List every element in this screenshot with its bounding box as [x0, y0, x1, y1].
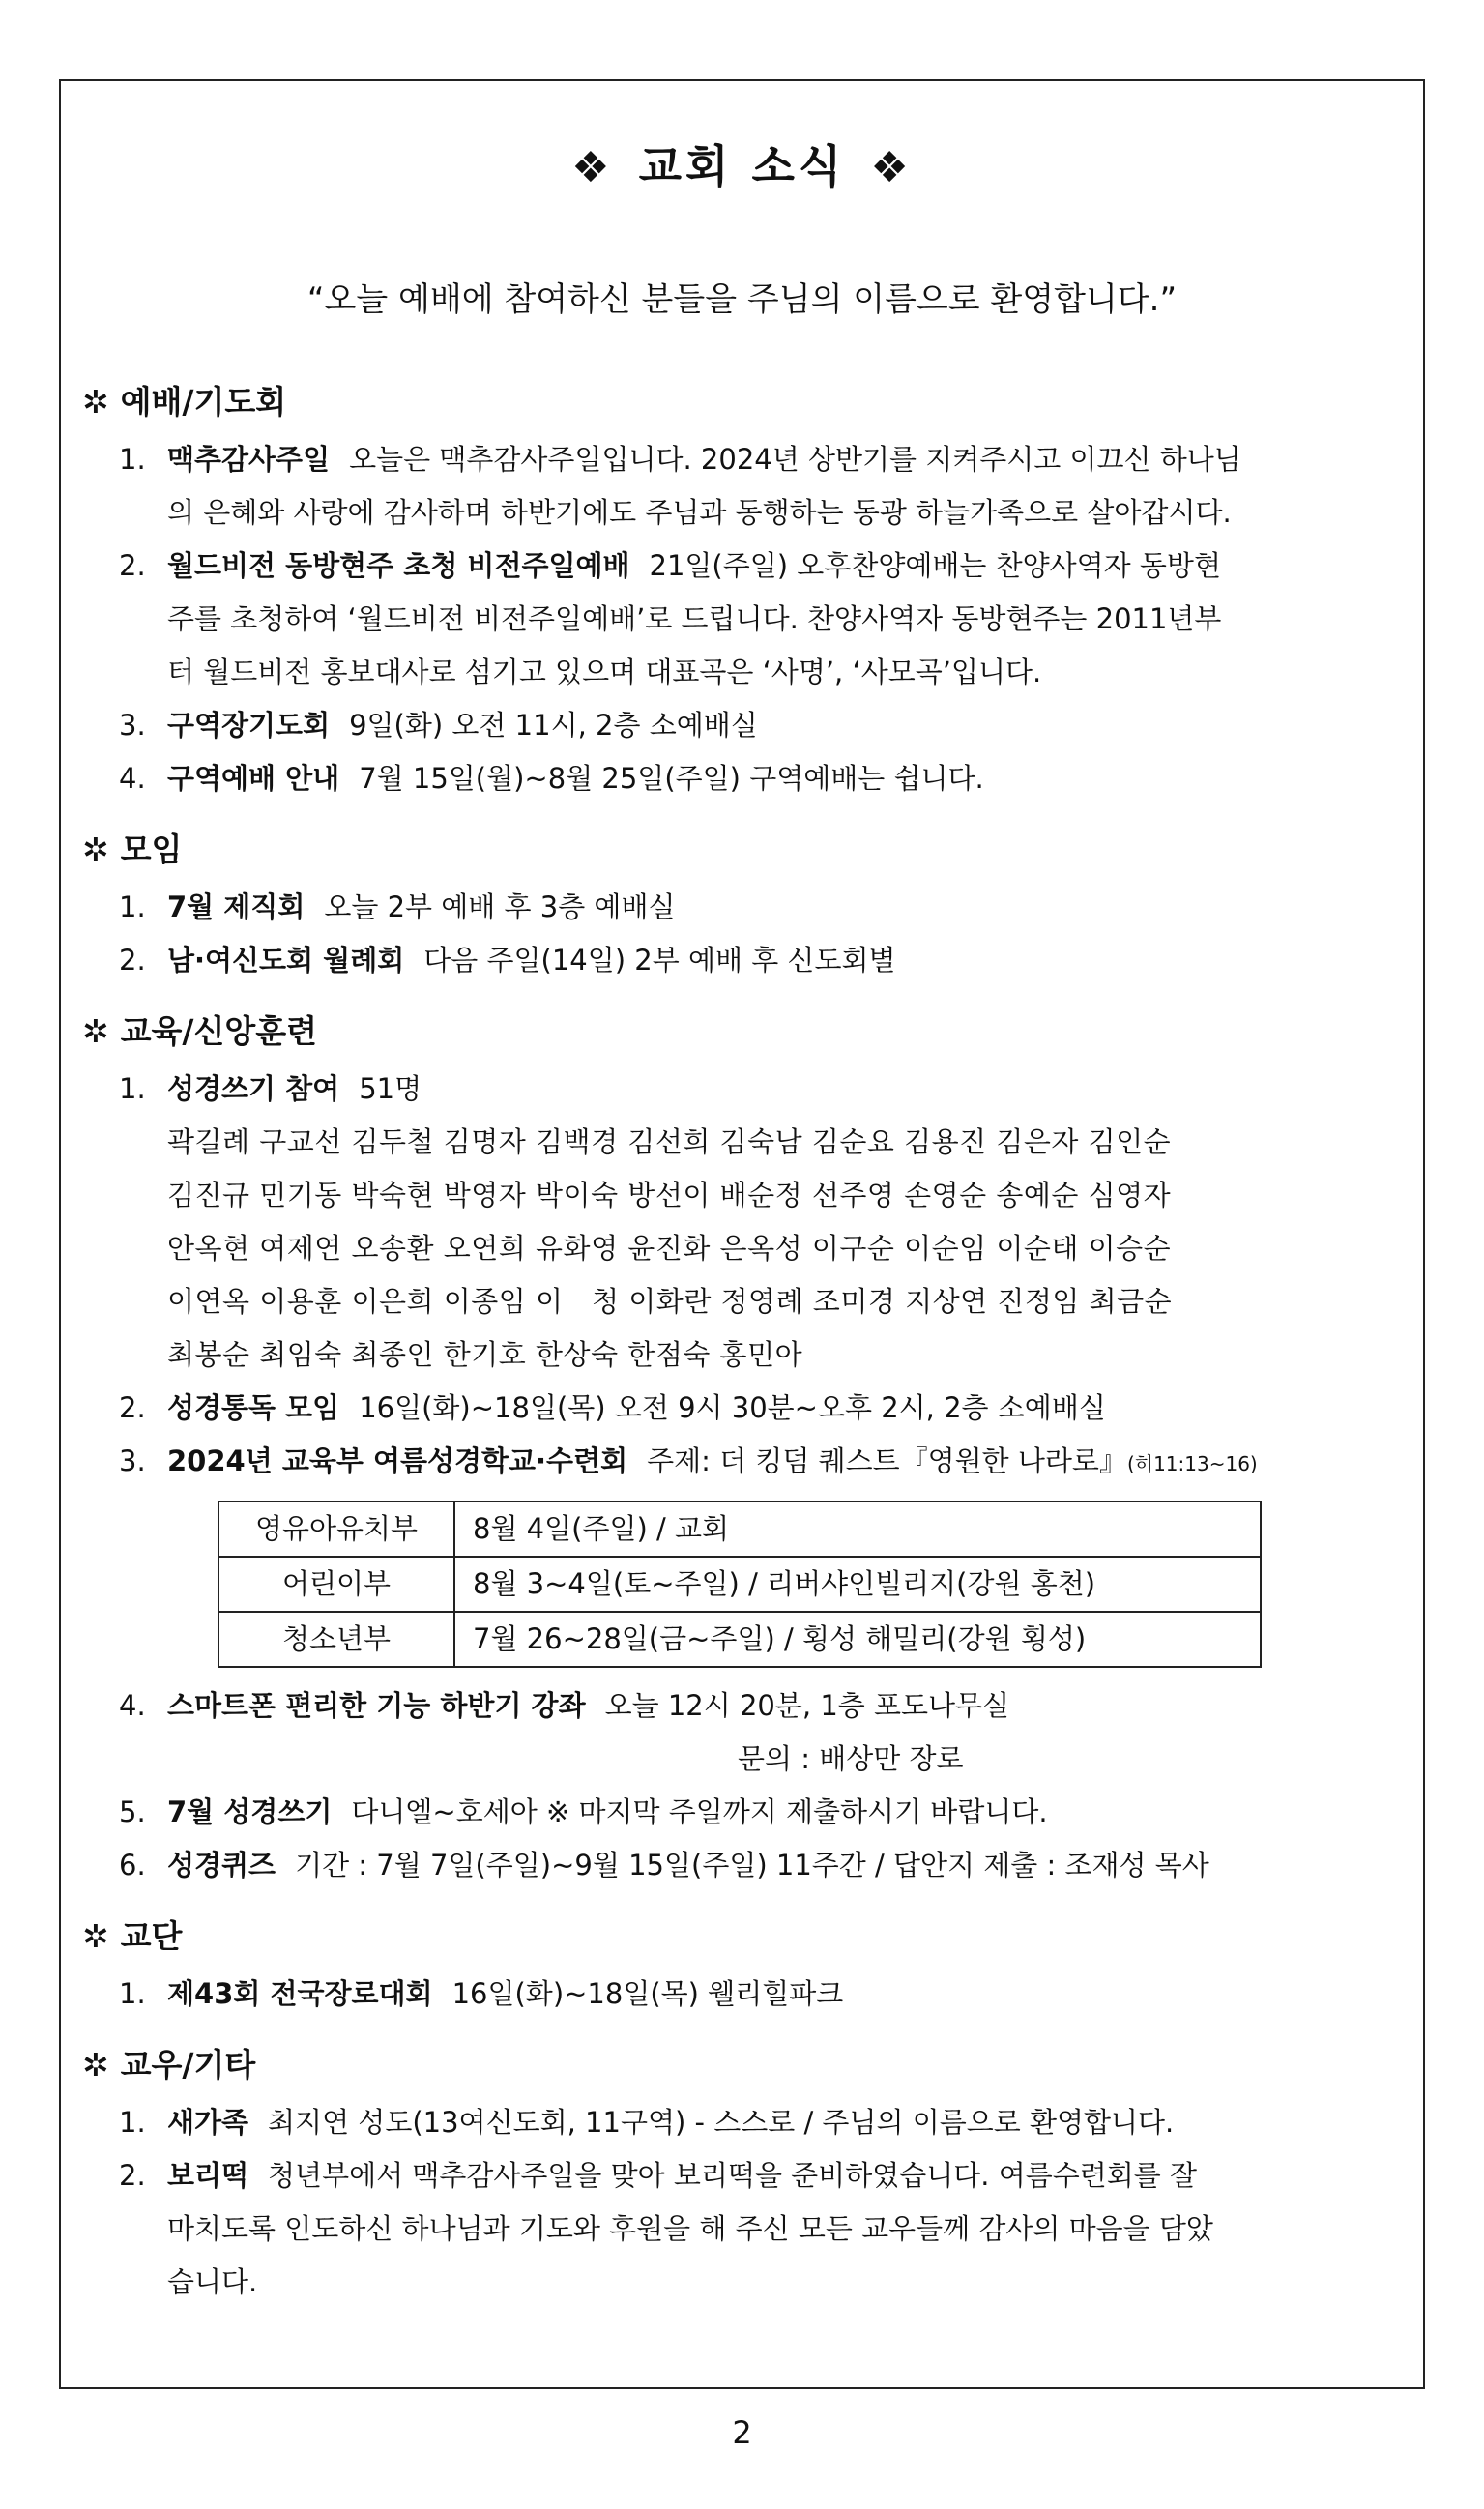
item-text: 7월 15일(월)~8월 25일(주일) 구역예배는 쉽니다.: [359, 762, 984, 795]
item-label: 보리떡: [167, 2159, 249, 2192]
dept-cell: 영유아유치부: [218, 1502, 454, 1557]
item-text: 16일(화)~18일(목) 웰리힐파크: [451, 1977, 844, 2010]
bible-writing-item: [82, 1063, 1404, 1382]
asterisk-bullet-icon: ✲: [82, 2046, 109, 2084]
list-item: [82, 752, 1404, 805]
list-item: [82, 2096, 1404, 2149]
item-text: 다니엘~호세아 ※ 마지막 주일까지 제출하시기 바랍니다.: [351, 1795, 1048, 1828]
item-number: 1.: [119, 2106, 146, 2139]
item-line: 터 월드비전 홍보대사로 섬기고 있으며 대표곡은 ‘사명’, ‘사모곡’입니다.: [167, 656, 1042, 688]
name-line: 곽길례 구교선 김두철 김명자 김백경 김선희 김숙남 김순요 김용진 김은자 김인순: [167, 1125, 1172, 1158]
item-number: 3.: [119, 1444, 146, 1477]
section-heading: [82, 1906, 1404, 1968]
section-heading: [82, 819, 1404, 881]
title-text: 교회 소식: [638, 140, 846, 192]
page-title: [61, 131, 1423, 195]
participant-names: [167, 1116, 1404, 1382]
name-line: 최봉순 최임숙 최종인 한기호 한상숙 한점숙 홍민아: [167, 1338, 803, 1371]
list-item: [82, 1679, 1404, 1786]
item-line: [167, 699, 1404, 752]
item-line: [167, 934, 1404, 987]
welcome-greeting: “오늘 예배에 참여하신 분들을 주님의 이름으로 환영합니다.”: [306, 280, 1178, 319]
list-item: [82, 1786, 1404, 1839]
item-number: 2.: [119, 2159, 146, 2192]
asterisk-bullet-icon: ✲: [82, 831, 109, 868]
item-text: 16일(화)~18일(목) 오전 9시 30분~오후 2시, 2층 소예배실: [359, 1391, 1106, 1424]
section-gap: [82, 805, 1404, 819]
asterisk-bullet-icon: ✲: [82, 1917, 109, 1955]
item-label: 구역예배 안내: [167, 762, 340, 795]
item-text: 다음 주일(14일) 2부 예배 후 신도회별: [423, 944, 896, 977]
name-line: 안옥현 여제연 오송환 오연희 유화영 윤진화 은옥성 이구순 이순임 이순태 이승순: [167, 1232, 1172, 1265]
item-text: 기간 : 7월 7일(주일)~9월 15일(주일) 11주간 / 답안지 제출 : 조재성 목사: [295, 1849, 1209, 1882]
item-line: 의 은혜와 사랑에 감사하며 하반기에도 주님과 동행하는 동광 하늘가족으로 살아갑시다.: [167, 496, 1232, 529]
name-line: 이연옥 이용훈 이은희 이종임 이 청 이화란 정영례 조미경 지상연 진정임 최금순: [167, 1285, 1173, 1318]
table-row: [218, 1612, 1261, 1667]
list-item: [82, 433, 1404, 540]
item-number: 1.: [119, 1072, 146, 1105]
section-gap: [82, 2021, 1404, 2034]
item-label: 7월 성경쓰기: [167, 1795, 333, 1828]
item-label: 구역장기도회: [167, 709, 331, 742]
dept-cell: 어린이부: [218, 1557, 454, 1612]
list-item: [82, 881, 1404, 934]
item-line: [167, 1435, 1404, 1491]
item-line: 마치도록 인도하신 하나님과 기도와 후원을 해 주신 모든 교우들께 감사의 마음을 담았: [167, 2212, 1213, 2245]
item-line: [167, 1968, 1404, 2021]
item-label: 남·여신도회 월례회: [167, 944, 405, 977]
item-number: 2.: [119, 549, 146, 582]
dept-cell: 청소년부: [218, 1612, 454, 1667]
news-content: [82, 371, 1404, 2309]
item-label: 성경퀴즈: [167, 1849, 276, 1882]
section-heading: [82, 371, 1404, 433]
list-item: [82, 934, 1404, 987]
section-heading: [82, 2034, 1404, 2096]
section-gap: [82, 987, 1404, 1001]
inquiry-note: 문의 : 배상만 장로: [738, 1742, 964, 1775]
news-frame: [59, 79, 1425, 2389]
list-item: [82, 2149, 1404, 2309]
section-title: 예배/기도회: [120, 383, 287, 421]
item-number: 4.: [119, 762, 146, 795]
item-label: 스마트폰 편리한 기능 하반기 강좌: [167, 1689, 586, 1722]
list-item: [82, 1839, 1404, 1892]
item-line: [167, 2149, 1404, 2203]
name-line: 김진규 민기동 박숙현 박영자 박이숙 방선이 배순정 선주영 손영순 송예순 심영자: [167, 1179, 1172, 1211]
bible-reading-item: [82, 1382, 1404, 1435]
asterisk-bullet-icon: ✲: [82, 1012, 109, 1050]
item-line: [167, 433, 1404, 486]
item-number: 1.: [119, 443, 146, 476]
item-line: [167, 752, 1404, 805]
item-text: 21일(주일) 오후찬양예배는 찬양사역자 동방현: [649, 549, 1221, 582]
item-text: 최지연 성도(13여신도회, 11구역) - 스스로 / 주님의 이름으로 환영합니다.: [268, 2106, 1175, 2139]
diamond-ornament-icon: ❖: [870, 143, 913, 192]
item-label: 월드비전 동방현주 초청 비전주일예배: [167, 549, 630, 582]
table-row: [218, 1557, 1261, 1612]
section-title: 교우/기타: [120, 2046, 256, 2084]
item-label: 2024년 교육부 여름성경학교·수련회: [167, 1444, 628, 1477]
diamond-ornament-icon: ❖: [571, 143, 614, 192]
item-line: [167, 1063, 1404, 1116]
item-text: 9일(화) 오전 11시, 2층 소예배실: [349, 709, 758, 742]
item-label: 성경통독 모임: [167, 1391, 340, 1424]
table-row: [218, 1502, 1261, 1557]
item-text: 오늘은 맥추감사주일입니다. 2024년 상반기를 지켜주시고 이끄신 하나님: [349, 443, 1241, 476]
section-title: 교단: [120, 1917, 183, 1955]
scripture-ref: (히11:13~16): [1126, 1452, 1258, 1475]
section-heading: [82, 1001, 1404, 1063]
section-gap: [82, 1892, 1404, 1906]
summer-school-item: [82, 1435, 1404, 1668]
schedule-cell: 8월 3~4일(토~주일) / 리버샤인빌리지(강원 홍천): [454, 1557, 1261, 1612]
asterisk-bullet-icon: ✲: [82, 383, 109, 421]
item-line: 습니다.: [167, 2265, 258, 2298]
item-label: 맥추감사주일: [167, 443, 331, 476]
item-line: [167, 1382, 1404, 1435]
schedule-cell: 7월 26~28일(금~주일) / 횡성 해밀리(강원 횡성): [454, 1612, 1261, 1667]
item-label: 새가족: [167, 2106, 249, 2139]
page-number: 2: [732, 2414, 752, 2451]
item-number: 1.: [119, 1977, 146, 2010]
list-item: [82, 699, 1404, 752]
item-number: 3.: [119, 709, 146, 742]
item-label: 성경쓰기 참여: [167, 1072, 340, 1105]
item-line: [167, 540, 1404, 593]
item-label: 7월 제직회: [167, 890, 306, 923]
theme-text: 주제: 더 킹덤 퀘스트『영원한 나라로』: [647, 1444, 1127, 1477]
item-line: 주를 초청하여 ‘월드비전 비전주일예배’로 드립니다. 찬양사역자 동방현주는 2011년부: [167, 602, 1222, 635]
item-number: 2.: [119, 1391, 146, 1424]
participant-count: 51명: [359, 1072, 422, 1105]
item-line: [167, 2096, 1404, 2149]
item-line: [167, 1839, 1404, 1892]
list-item: [82, 1968, 1404, 2021]
item-line: [167, 881, 1404, 934]
item-text: 청년부에서 맥추감사주일을 맞아 보리떡을 준비하였습니다. 여름수련회를 잘: [268, 2159, 1198, 2192]
item-number: 6.: [119, 1849, 146, 1882]
item-line: [167, 1679, 1404, 1733]
item-number: 5.: [119, 1795, 146, 1828]
item-label: 제43회 전국장로대회: [167, 1977, 433, 2010]
item-line: [167, 1786, 1404, 1839]
section-title: 모임: [120, 831, 183, 868]
item-number: 1.: [119, 890, 146, 923]
schedule-table: [218, 1501, 1262, 1668]
item-number: 4.: [119, 1689, 146, 1722]
list-item: [82, 540, 1404, 699]
item-text: 오늘 12시 20분, 1층 포도나무실: [604, 1689, 1010, 1722]
section-title: 교육/신앙훈련: [120, 1012, 317, 1050]
schedule-cell: 8월 4일(주일) / 교회: [454, 1502, 1261, 1557]
item-number: 2.: [119, 944, 146, 977]
item-text: 오늘 2부 예배 후 3층 예배실: [324, 890, 676, 923]
